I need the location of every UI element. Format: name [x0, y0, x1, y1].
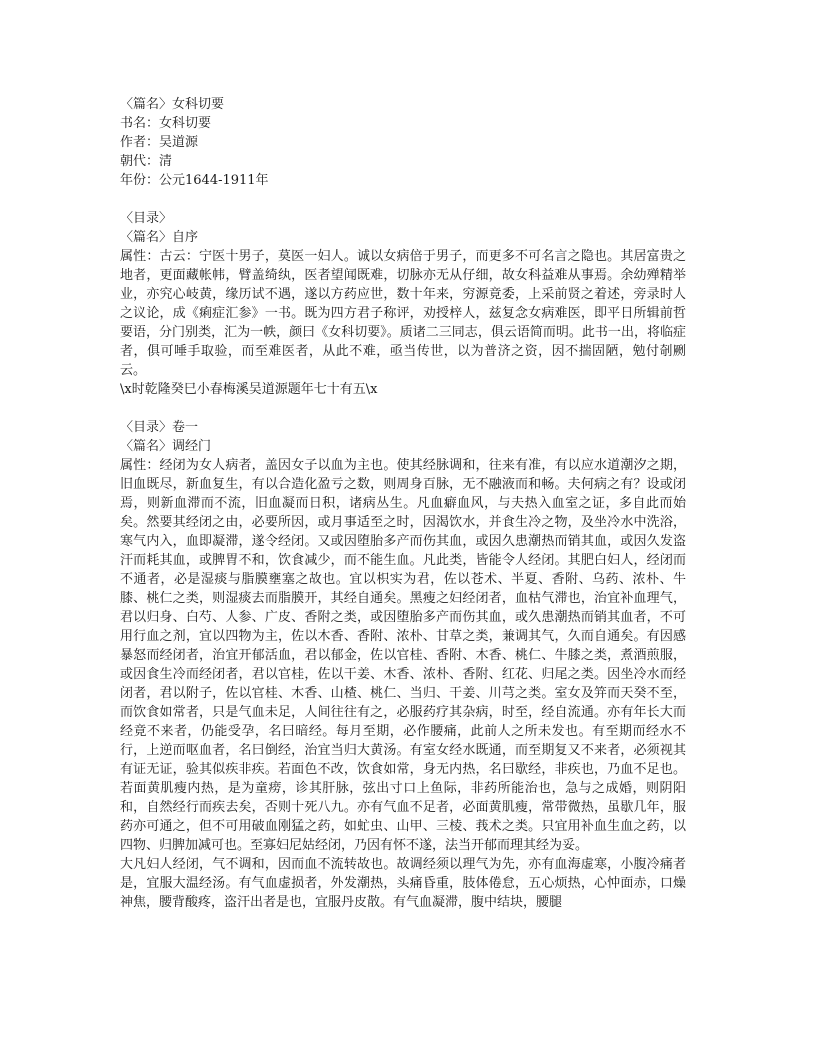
- document-page: [120, 95, 686, 912]
- header-nian-fen: 年份：公元1644-1911年: [120, 173, 269, 188]
- section1-pian-ming: 〈篇名〉自序: [120, 230, 199, 245]
- header-shu-ming: 书名：女科切要: [120, 116, 212, 131]
- header-pian-ming: 〈篇名〉女科切要: [120, 97, 225, 112]
- header-zuo-zhe: 作者：吴道源: [120, 135, 199, 150]
- spacer: [120, 399, 686, 418]
- section2-text2: 大凡妇人经闭，气不调和，因而血不流转故也。故调经须以理气为先，亦有血海虚寒，小腹冷痛者是，宜服大温经汤。有气血虚损者，外发潮热，头痛昏重，肢体倦怠，五心烦热，心忡面赤，口燥神焦，腰背酸疼，盗汗出者是也，宜服丹皮散。有气血凝滞，腹中结块，腰腿: [120, 857, 686, 910]
- section2-pian-ming: 〈篇名〉调经门: [120, 439, 212, 454]
- section1-signature: \x时乾隆癸巳小春梅溪吴道源题年七十有五\x: [120, 382, 378, 397]
- section1-mulu: 〈目录〉: [120, 211, 173, 226]
- section2-mulu: 〈目录〉卷一: [120, 420, 199, 435]
- section1-text: 属性：古云：宁医十男子，莫医一妇人。诚以女病倍于男子，而更多不可名言之隐也。其居富贵之地者，更面藏帐帏，臂盖绮纨，医者望闻既难，切脉亦无从仔细，故女科益难从事焉。余幼殚精举业，亦究心岐黄，缘历试不遇，遂以方药应世，数十年来，穷源竟委，上采前贤之着述，旁录时人之议论，成《痢症汇参》一书。既为四方君子称评，劝授梓人，兹复念女病难医，即平日所辑前哲要语，分门别类，汇为一帙，颜曰《女科切要》。质诸二三同志，俱云语简而明。此书一出，将临症者，俱可唾手取验，而至难医者，从此不难，亟当传世，以为普济之资，因不揣固陋，勉付剞劂云。: [120, 249, 686, 378]
- spacer: [120, 190, 686, 209]
- header-chao-dai: 朝代：清: [120, 154, 173, 169]
- section2-text1: 属性：经闭为女人病者，盖因女子以血为主也。使其经脉调和，往来有准，有以应水道潮汐之期，旧血既尽，新血复生，有以合造化盈亏之数，则周身百脉，无不融液而和畅。夫何病之有？设或闭焉，则新血滞而不流，旧血凝而日积，诸病丛生。凡血癖血风，与夫热入血室之证，多自此而始矣。然要其经闭之由，必要所因，或月事适至之时，因渴饮水，并食生冷之物，及坐冷水中洗浴，寒气内入，血即凝滞，遂令经闭。又或因堕胎多产而伤其血，或因久患潮热而销其血，或因久发盗汗而耗其血，或脾胃不和，饮食减少，而不能生血。凡此类，皆能令人经闭。其肥白妇人，经闭而不通者，必是湿痰与脂膜壅塞之故也。宜以枳实为君，佐以苍术、半夏、香附、乌药、浓朴、牛膝、桃仁之类，则湿痰去而脂膜开，其经自通矣。黑瘦之妇经闭者，血枯气滞也，治宜补血理气，君以归身、白芍、人参、广皮、香附之类，或因堕胎多产而伤其血，或久患潮热而销其血者，不可用行血之剂，宜以四物为主，佐以木香、香附、浓朴、甘草之类，兼调其气，久而自通矣。有因感暴怒而经闭者，治宜开郁活血，君以郁金，佐以官桂、香附、木香、桃仁、牛膝之类，煮酒煎服，或因食生冷而经闭者，君以官桂，佐以干姜、木香、浓朴、香附、红花、归尾之类。因坐冷水而经闭者，君以附子，佐以官桂、木香、山楂、桃仁、当归、干姜、川芎之类。室女及笄而天癸不至，而饮食如常者，只是气血未足，人间往往有之，必服药疗其杂病，时至，经自流通。亦有年长大而经竟不来者，仍能受孕，名曰暗经。每月至期，必作腰痛，此前人之所未发也。有至期而经水不行，上逆而呕血者，名曰倒经，治宜当归大黄汤。有室女经水既通，而至期复又不来者，必须视其有证无证，验其似疾非疾。若面色不改，饮食如常，身无内热，名曰歇经，非疾也，乃血不足也。若面黄肌瘦内热，是为童痨，诊其肝脉，弦出寸口上鱼际，非药所能治也，急与之成婚，则阴阳和，自然经行而疾去矣，否则十死八九。亦有气血不足者，必面黄肌瘦，常带微热，虽歇几年，服药亦可通之，但不可用破血刚猛之药，如虻虫、山甲、三棱、莪术之类。只宜用补血生血之药，以四物、归脾加减可也。至寡妇尼姑经闭，乃因有怀不遂，法当开郁而理其经为妥。: [120, 458, 686, 853]
